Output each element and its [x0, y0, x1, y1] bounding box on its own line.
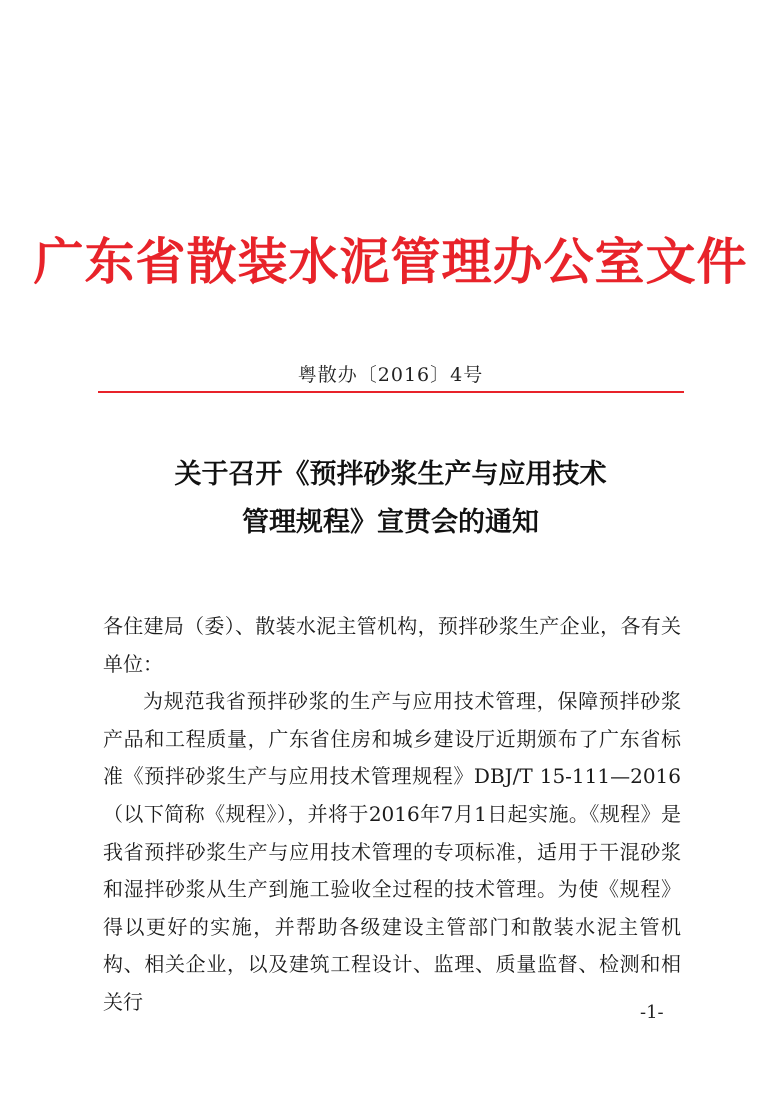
- notice-title-line-2: 管理规程》宣贯会的通知: [242, 507, 539, 538]
- salutation: 各住建局（委）、散装水泥主管机构，预拌砂浆生产企业，各有关单位：: [103, 614, 681, 676]
- notice-body: [103, 608, 681, 1022]
- red-divider: [98, 391, 684, 393]
- notice-title-line-1: 关于召开《预拌砂浆生产与应用技术: [174, 459, 607, 490]
- page-number: -1-: [640, 1002, 664, 1023]
- body-paragraph: 为规范我省预拌砂浆的生产与应用技术管理，保障预拌砂浆产品和工程质量，广东省住房和城乡建设厅近期颁布了广东省标准《预拌砂浆生产与应用技术管理规程》DBJ/T 15-111—2016（以下简称《规程》），并将于2016年7月1日起实施。《规程》是我省预拌砂浆生产与应用技术管理的专项标准，适用于干混砂浆和湿拌砂浆从生产到施工验收全过程的技术管理。为使《规程》得以更好的实施，并帮助各级建设主管部门和散装水泥主管机构、相关企业，以及建筑工程设计、监理、质量监督、检测和相关行: [103, 689, 681, 1014]
- issuer-masthead: 广东省散装水泥管理办公室文件: [33, 232, 748, 291]
- document-number: 粤散办〔2016〕4号: [297, 364, 484, 386]
